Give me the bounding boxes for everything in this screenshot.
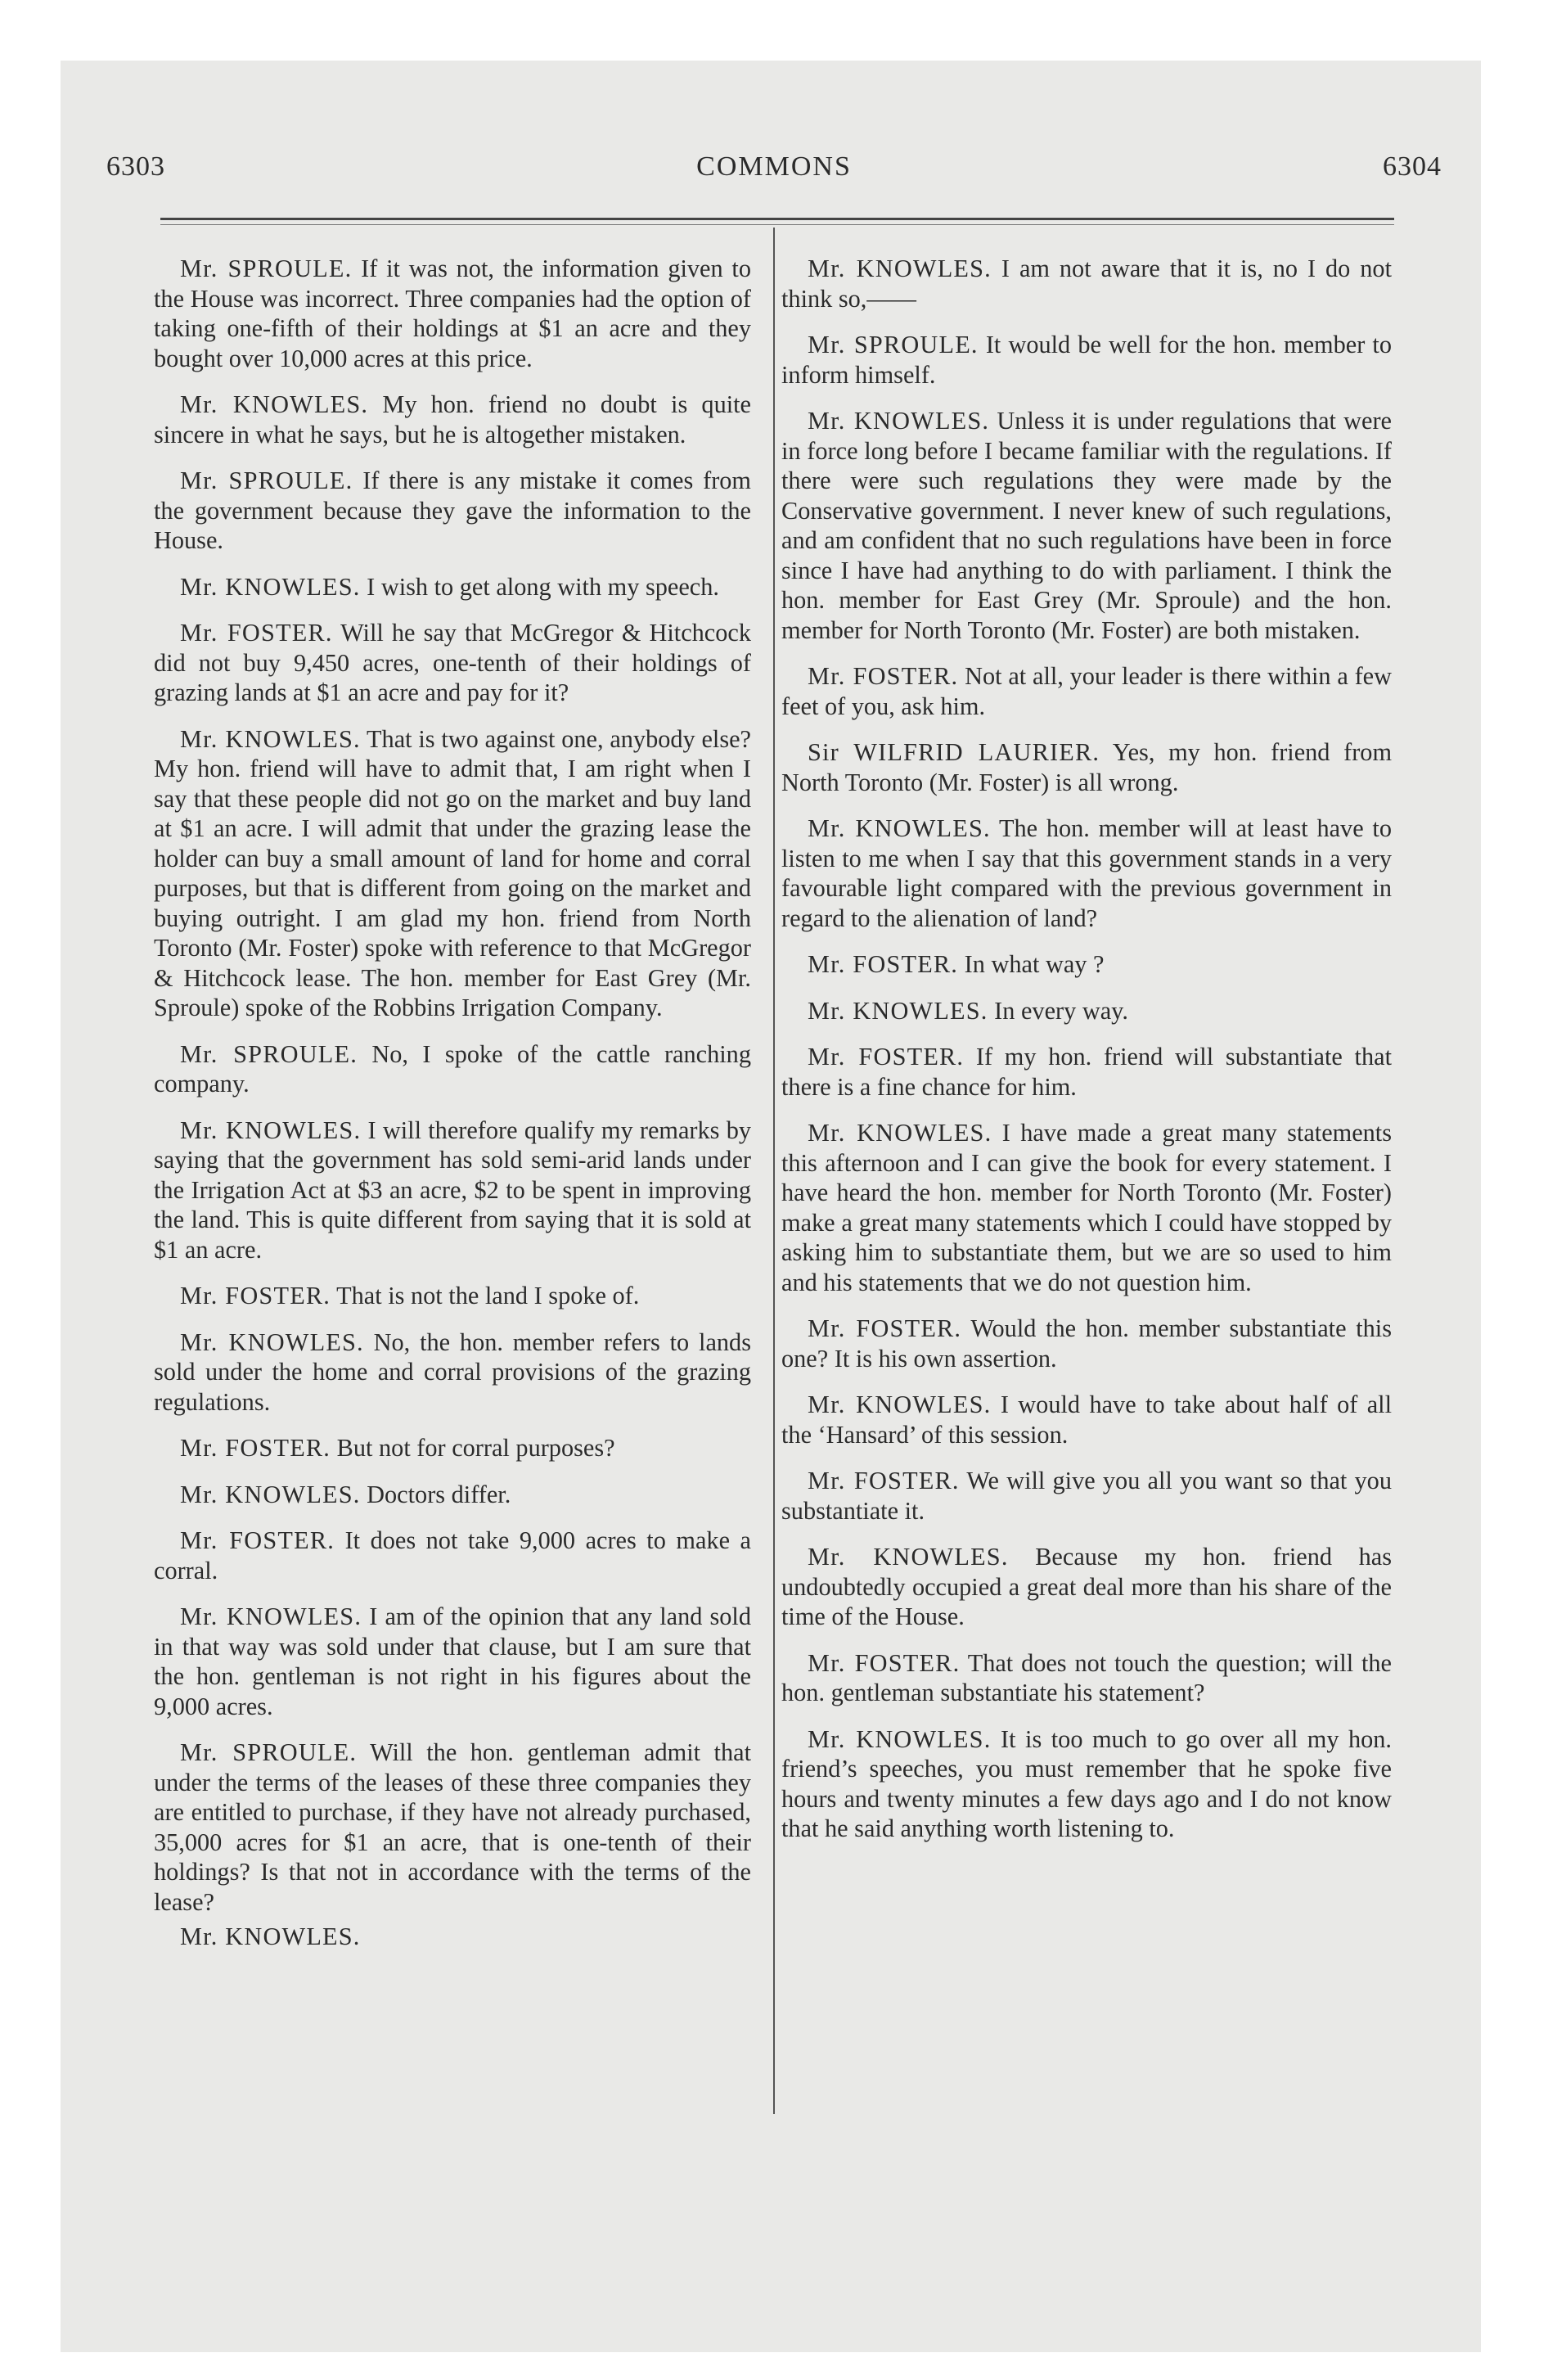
- paragraph: [781, 406, 1392, 645]
- paragraph: [154, 618, 751, 708]
- speaker-name: Mr. KNOWLES.: [180, 1922, 361, 1950]
- paragraph: [781, 330, 1392, 390]
- speech-text: Because my hon. friend has undoubtedly occupied a great deal more than his share of the time of the House.: [781, 1543, 1393, 1630]
- speaker-name: Mr. SPROULE.: [180, 1039, 358, 1068]
- speech-text: I have made a great many statements this afternoon and I can give the book for every statement. I have heard the hon. member for North Toronto (Mr. Foster) make a great many statements which I could have stopped by asking him to substantiate them, but we are so used to him and his statements that we do not question him.: [781, 1119, 1393, 1296]
- speech-text: That is two against one, anybody else? My hon. friend will have to admit that, I am right when I say that these people did not go on the market and buy land at $1 an acre. I will admit that under the grazing lease the holder can buy a small amount of land for home and corral purposes, but that is different from going on the market and buying outright. I am glad my hon. friend from North Toronto (Mr. Foster) spoke with reference to that McGregor & Hitchcock lease. The hon. member for East Grey (Mr. Sproule) spoke of the Robbins Irrigation Company.: [154, 724, 751, 1021]
- paragraph: [781, 254, 1392, 313]
- speech-text: Would the hon. member substantiate this one? It is his own assertion.: [781, 1314, 1392, 1373]
- paragraph: [154, 1039, 751, 1099]
- paragraph: [154, 1433, 751, 1463]
- paragraph: [154, 390, 751, 449]
- speaker-name: Mr. KNOWLES.: [808, 407, 990, 435]
- speech-text: In what way ?: [964, 950, 1105, 978]
- speech-text: No, the hon. member refers to lands sold under the home and corral provisions of the grazing regulations.: [154, 1327, 751, 1416]
- paragraph: [781, 949, 1392, 980]
- speaker-name: Mr. FOSTER.: [180, 1526, 335, 1554]
- paragraph: [154, 1526, 751, 1585]
- speech-text: Doctors differ.: [367, 1480, 511, 1508]
- speech-text: My hon. friend no doubt is quite sincere in what he says, but he is altogether mistaken.: [154, 390, 751, 449]
- column-divider: [773, 228, 775, 2114]
- speech-text: But not for corral purposes?: [336, 1434, 615, 1462]
- page-number-right: 6304: [1383, 151, 1442, 182]
- speaker-name: Mr. KNOWLES.: [180, 1327, 364, 1356]
- paragraph: [781, 1390, 1392, 1449]
- speaker-name: Mr. KNOWLES.: [180, 572, 361, 601]
- paragraph: [781, 737, 1392, 797]
- speech-text: I am not aware that it is, no I do not think so,——: [781, 255, 1392, 313]
- right-column: [781, 254, 1392, 1860]
- paragraph: [154, 254, 751, 373]
- speaker-name: Mr. KNOWLES.: [808, 1724, 992, 1753]
- paragraph: [154, 466, 751, 556]
- paragraph: [781, 661, 1392, 721]
- speech-text: The hon. member will at least have to listen to me when I say that this government stands in a very favourable light compared with the previous government in regard to the alienation of land?: [781, 814, 1392, 932]
- speaker-name: Mr. FOSTER.: [808, 1043, 965, 1071]
- header-rule-thick: [160, 218, 1394, 220]
- speech-text: That is not the land I spoke of.: [336, 1282, 640, 1309]
- speech-text: No, I spoke of the cattle ranching company.: [154, 1039, 751, 1098]
- speech-text: I will therefore qualify my remarks by saying that the government has sold semi-arid lands under the Irrigation Act at $3 an acre, $2 to be spent in improving the land. This is quite different from saying that it is sold at $1 an acre.: [154, 1116, 752, 1264]
- speaker-name: Mr. SPROULE.: [808, 331, 979, 358]
- paragraph: [781, 1118, 1392, 1297]
- speech-text: It does not take 9,000 acres to make a corral.: [154, 1526, 751, 1584]
- speaker-name: Mr. SPROULE.: [180, 467, 353, 494]
- speaker-name: Mr. FOSTER.: [808, 1467, 960, 1494]
- paragraph: [781, 1648, 1392, 1708]
- paragraph: [154, 1738, 751, 1917]
- speech-text: We will give you all you want so that you substantiate it.: [781, 1467, 1392, 1525]
- speech-text: If it was not, the information given to the House was incorrect. Three companies had the option of taking one-fifth of their holdings at $1 an acre and they bought over 10,000 acres at this price.: [154, 255, 751, 372]
- speaker-name: Mr. SPROULE.: [180, 1738, 358, 1766]
- speaker-name: Mr. KNOWLES.: [180, 390, 369, 418]
- speech-text: Will the hon. gentleman admit that under the terms of the leases of these three companies they are entitled to purchase, if they have not already purchased, 35,000 acres for $1 an acre, that is one-tenth of their holdings? Is that not in accordance with the terms of the lease?: [154, 1738, 751, 1916]
- speech-text: I would have to take about half of all the ‘Hansard’ of this session.: [781, 1391, 1392, 1449]
- paragraph: [154, 1602, 751, 1721]
- speaker-name: Mr. KNOWLES.: [808, 996, 988, 1025]
- paragraph: [781, 996, 1392, 1026]
- page-title: COMMONS: [696, 151, 852, 182]
- speaker-name: Mr. KNOWLES.: [808, 1543, 1009, 1571]
- speech-text: Will he say that McGregor & Hitchcock did not buy 9,450 acres, one-tenth of their holdings of grazing lands at $1 an acre and pay for it?: [154, 619, 751, 706]
- speaker-name: Mr. KNOWLES.: [180, 1116, 362, 1144]
- speech-text: It is too much to go over all my hon. friend’s speeches, you must remember that he spoke five hours and twenty minutes a few days ago and I do not know that he said anything worth listening to.: [781, 1724, 1393, 1842]
- speaker-name: Mr. KNOWLES.: [808, 1119, 992, 1147]
- speech-text: Yes, my hon. friend from North Toronto (Mr. Foster) is all wrong.: [781, 738, 1393, 796]
- paragraph: [781, 1724, 1392, 1844]
- speech-text: I am of the opinion that any land sold in that way was sold under that clause, but I am sure that the hon. gentleman is not right in his figures about the 9,000 acres.: [154, 1602, 751, 1720]
- paragraph: [154, 1922, 751, 1952]
- paragraph: [781, 1042, 1392, 1102]
- paragraph: [154, 1116, 751, 1265]
- speaker-name: Mr. FOSTER.: [808, 1648, 961, 1677]
- left-column: [154, 254, 751, 1968]
- paragraph: [781, 1542, 1392, 1632]
- speaker-name: Mr. KNOWLES.: [808, 814, 991, 842]
- speech-text: If there is any mistake it comes from the government because they gave the information to the House.: [154, 467, 751, 554]
- speech-text: In every way.: [994, 996, 1128, 1025]
- speaker-name: Mr. FOSTER.: [808, 1314, 962, 1342]
- speech-text: I wish to get along with my speech.: [367, 572, 719, 601]
- speech-text: Unless it is under regulations that were in force long before I became familiar with the regulations. If there were such regulations they were made by the Conservative government. I never knew of such regulations, and am confident that no such regulations have been in force since I have had anything to do with parliament. I think the hon. member for East Grey (Mr. Sproule) and the hon. member for North Toronto (Mr. Foster) are both mistaken.: [781, 407, 1393, 644]
- speech-text: Not at all, your leader is there within a few feet of you, ask him.: [781, 662, 1392, 720]
- speaker-name: Mr. FOSTER.: [808, 950, 959, 978]
- paragraph: [154, 572, 751, 602]
- paragraph: [781, 1314, 1392, 1373]
- speaker-name: Mr. FOSTER.: [180, 619, 333, 647]
- speech-text: If my hon. friend will substantiate that there is a fine chance for him.: [781, 1043, 1392, 1101]
- paragraph: [154, 1480, 751, 1510]
- paragraph: [154, 1281, 751, 1311]
- speaker-name: Mr. KNOWLES.: [180, 724, 361, 753]
- speaker-name: Sir WILFRID LAURIER.: [808, 738, 1100, 766]
- page-header: [106, 151, 1442, 197]
- page-number-left: 6303: [106, 151, 165, 182]
- speech-text: It would be well for the hon. member to inform himself.: [781, 331, 1392, 389]
- speech-text: That does not touch the question; will the hon. gentleman substantiate his statement?: [781, 1648, 1392, 1706]
- paragraph: [781, 1466, 1392, 1526]
- speaker-name: Mr. KNOWLES.: [180, 1602, 362, 1630]
- speaker-name: Mr. SPROULE.: [180, 255, 353, 282]
- paragraph: [154, 1327, 751, 1418]
- speaker-name: Mr. FOSTER.: [180, 1282, 331, 1309]
- header-rule-thin: [160, 224, 1394, 225]
- speaker-name: Mr. FOSTER.: [180, 1434, 331, 1462]
- speaker-name: Mr. FOSTER.: [808, 662, 959, 690]
- speaker-name: Mr. KNOWLES.: [808, 255, 992, 282]
- speaker-name: Mr. KNOWLES.: [808, 1391, 992, 1418]
- speaker-name: Mr. KNOWLES.: [180, 1480, 361, 1508]
- paragraph: [154, 724, 751, 1023]
- paragraph: [781, 814, 1392, 933]
